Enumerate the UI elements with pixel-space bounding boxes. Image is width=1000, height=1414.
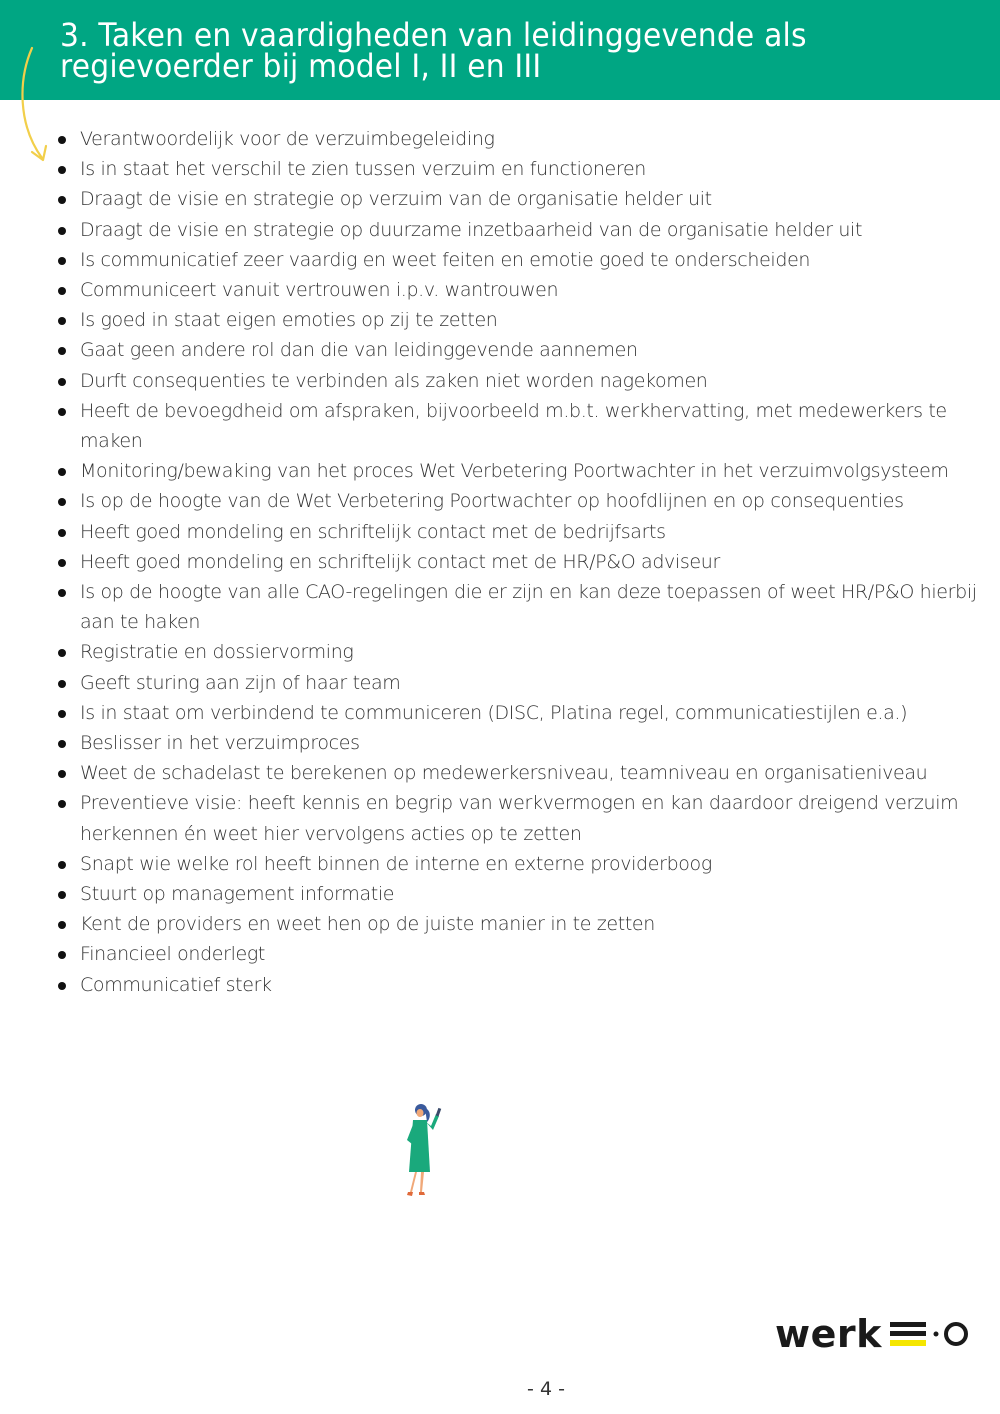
list-item-text: Gaat geen andere rol dan die van leidinggevende aannemen	[80, 339, 638, 362]
list-item-text: Monitoring/bewaking van het proces Wet Verbetering Poortwachter in het verzuimvolgsysteem	[80, 460, 949, 483]
list-item	[58, 879, 978, 909]
bullet-icon	[58, 710, 66, 718]
bullet-icon	[58, 921, 66, 929]
bullet-icon	[58, 196, 66, 204]
bullet-icon	[58, 649, 66, 657]
bullet-icon	[58, 529, 66, 537]
werk-o-logo	[775, 1312, 983, 1356]
list-item-text: Preventieve visie: heeft kennis en begrip van werkvermogen en kan daardoor dreigend verzuim herkennen én weet hier vervolgens acties op te zetten	[80, 792, 959, 845]
list-item-text: Heeft de bevoegdheid om afspraken, bijvoorbeeld m.b.t. werkhervatting, met medewerkers te maken	[80, 399, 947, 453]
bullet-icon	[58, 559, 66, 567]
bullet-icon	[58, 800, 66, 808]
curved-arrow-icon	[10, 40, 60, 170]
bullet-icon	[58, 287, 66, 295]
list-item	[58, 335, 978, 365]
list-item	[58, 245, 978, 275]
list-item-text: Heeft goed mondeling en schriftelijk contact met de bedrijfsarts	[80, 520, 666, 543]
bullet-icon	[58, 408, 66, 416]
list-item	[58, 215, 978, 245]
list-item-text: Snapt wie welke rol heeft binnen de interne en externe providerboog	[80, 852, 712, 875]
bullet-icon	[58, 166, 66, 174]
page-title-line-2: regievoerder bij model I, II en III	[60, 47, 542, 85]
list-item	[58, 637, 978, 667]
list-item	[58, 970, 978, 1000]
list-item-text: Weet de schadelast te berekenen op medewerkersniveau, teamniveau en organisatieniveau	[80, 762, 928, 785]
list-item	[58, 909, 978, 939]
list-item-text: Beslisser in het verzuimproces	[80, 732, 360, 755]
list-item-text: Registratie en dossiervorming	[80, 641, 354, 664]
bullet-icon	[58, 378, 66, 386]
list-item-text: Verantwoordelijk voor de verzuimbegeleiding	[80, 128, 495, 150]
list-item	[58, 849, 978, 879]
list-item	[58, 275, 978, 305]
bullet-icon	[58, 227, 66, 235]
bullet-icon	[58, 257, 66, 265]
list-item-text: Is goed in staat eigen emoties op zij te zetten	[80, 309, 498, 332]
list-item	[58, 728, 978, 758]
list-item-text: Is op de hoogte van de Wet Verbetering Poortwachter op hoofdlijnen en op consequenties	[80, 490, 904, 513]
list-item-text: Stuurt op management informatie	[80, 883, 395, 906]
list-item-text: Durft consequenties te verbinden als zaken niet worden nagekomen	[80, 369, 708, 392]
list-item-text: Communicatief sterk	[80, 973, 272, 996]
bullet-icon	[58, 347, 66, 355]
list-item	[58, 939, 978, 969]
page-title	[60, 16, 897, 85]
woman-with-phone-illustration	[395, 1100, 455, 1200]
list-item	[58, 154, 978, 184]
list-item	[58, 486, 978, 516]
bullet-icon	[58, 951, 66, 959]
list-item-text: Is in staat het verschil te zien tussen verzuim en functioneren	[80, 158, 646, 181]
list-item	[58, 547, 978, 577]
list-item-text: Draagt de visie en strategie op duurzame inzetbaarheid van de organisatie helder uit	[80, 218, 863, 241]
bullet-icon	[58, 498, 66, 506]
list-item-text: Geeft sturing aan zijn of haar team	[80, 671, 401, 694]
list-item	[58, 517, 978, 547]
bullet-icon	[58, 589, 66, 597]
list-item-text: Financieel onderlegt	[80, 943, 266, 966]
list-item	[58, 366, 978, 396]
list-item-text: Is in staat om verbindend te communiceren (DISC, Platina regel, communicatiestijlen e.a.)	[80, 701, 908, 724]
bullet-icon	[58, 861, 66, 869]
header-banner	[0, 0, 1000, 100]
list-item-text: Communiceert vanuit vertrouwen i.p.v. wantrouwen	[80, 279, 559, 302]
list-item	[58, 577, 978, 637]
list-item	[58, 758, 978, 788]
list-item	[58, 698, 978, 728]
bullet-icon	[58, 740, 66, 748]
bullet-icon	[58, 891, 66, 899]
list-item	[58, 305, 978, 335]
list-item	[58, 184, 978, 214]
list-item	[58, 668, 978, 698]
list-item-text: Is communicatief zeer vaardig en weet feiten en emotie goed te onderscheiden	[80, 248, 811, 271]
bullet-icon	[58, 680, 66, 688]
list-item	[58, 396, 978, 456]
task-list	[58, 124, 978, 1000]
logo-wordmark: werk	[775, 1312, 882, 1356]
list-item-text: Kent de providers en weet hen op de juiste manier in te zetten	[80, 913, 655, 936]
list-item	[58, 456, 978, 486]
page-number: - 4 -	[527, 1378, 565, 1400]
list-item-text: Heeft goed mondeling en schriftelijk contact met de HR/P&O adviseur	[80, 550, 720, 573]
bullet-icon	[58, 982, 66, 990]
bullet-icon	[58, 468, 66, 476]
bullet-icon	[58, 317, 66, 325]
bullet-icon	[58, 136, 66, 144]
list-item	[58, 124, 978, 154]
list-item-text: Draagt de visie en strategie op verzuim van de organisatie helder uit	[80, 188, 712, 211]
logo-equals-mark-icon	[888, 1312, 983, 1356]
list-item	[58, 788, 978, 848]
bullet-icon	[58, 770, 66, 778]
page-title-line-1: 3. Taken en vaardigheden van leidinggevende als	[60, 16, 807, 54]
list-item-text: Is op de hoogte van alle CAO-regelingen die er zijn en kan deze toepassen of weet HR/P&O hierbij aan te haken	[80, 581, 977, 634]
